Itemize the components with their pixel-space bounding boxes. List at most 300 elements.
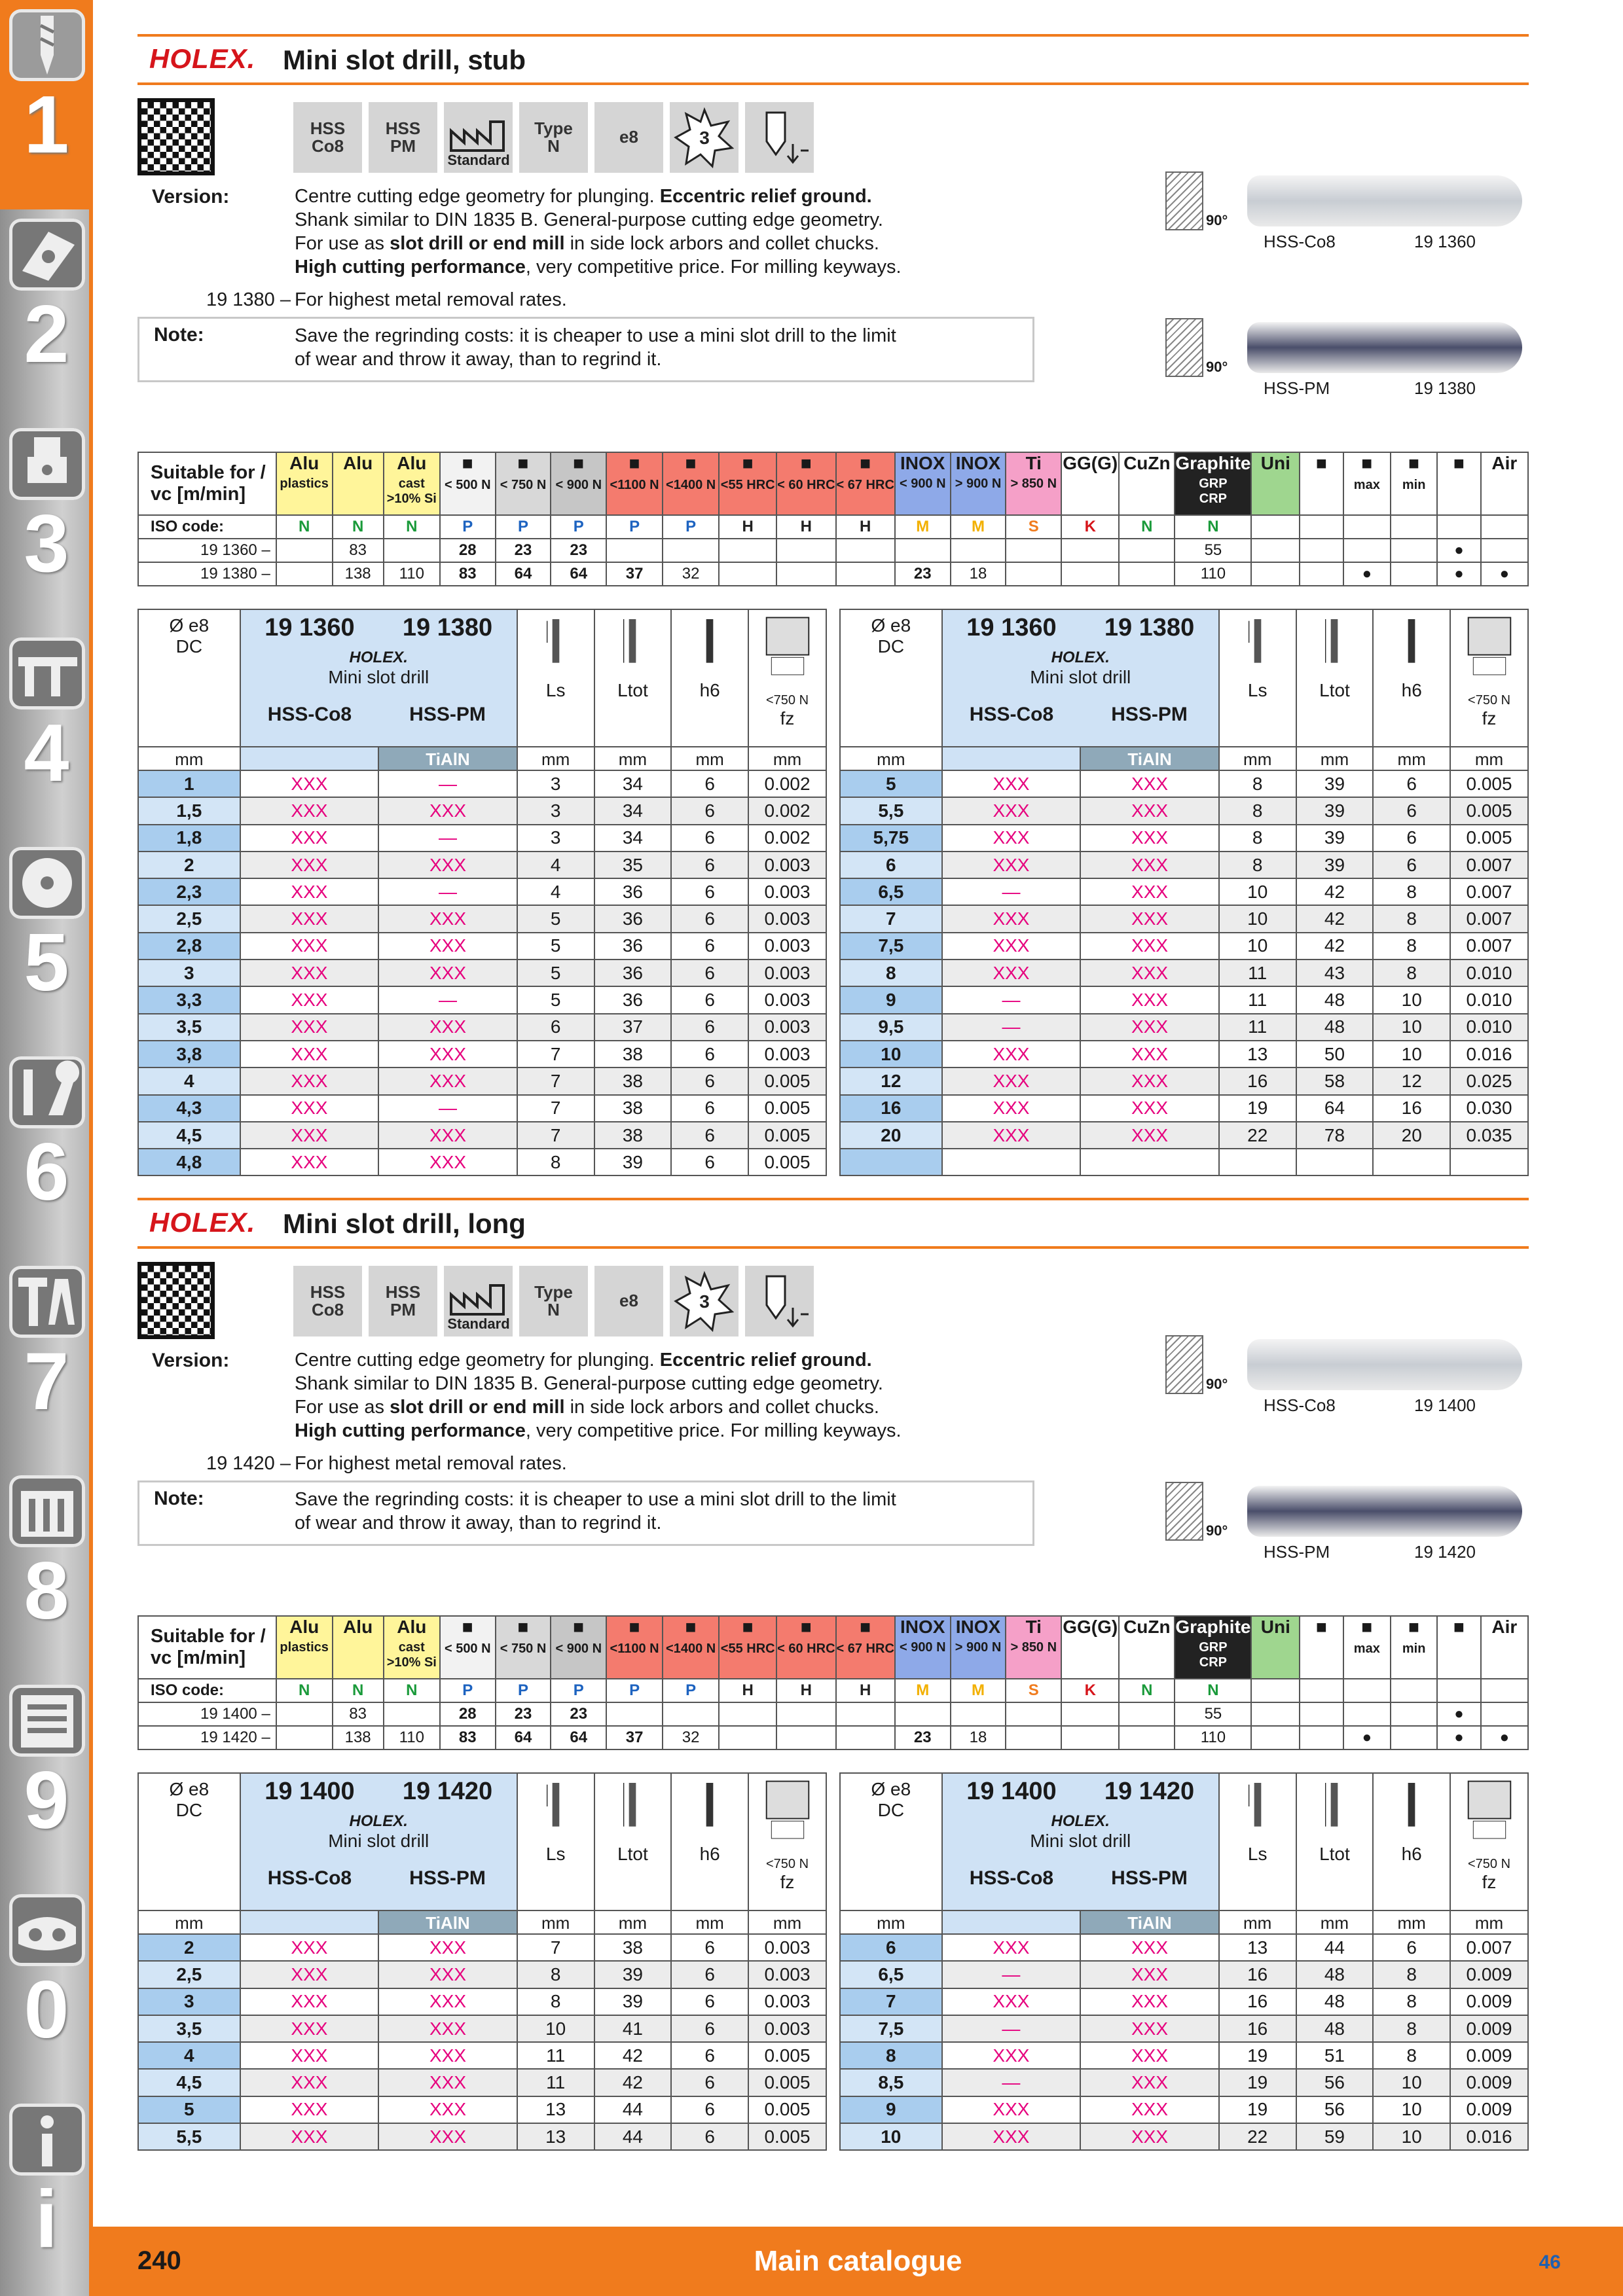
value-cell: 10 [1373, 2096, 1450, 2123]
tool-material: HSS-PM [1264, 378, 1330, 398]
availability-cell[interactable]: XXX [378, 797, 517, 824]
diameter-cell: 5,5 [840, 797, 942, 824]
availability-cell[interactable]: XXX [240, 1122, 379, 1149]
version-line: Centre cutting edge geometry for plunging. Eccentric relief ground. [295, 186, 872, 207]
table-row [138, 797, 826, 824]
diameter-cell: 6,5 [840, 1961, 942, 1988]
value-cell: 6 [671, 2123, 748, 2150]
availability-cell[interactable]: XXX [1080, 986, 1219, 1013]
chapter-tab-i[interactable] [0, 2094, 93, 2296]
availability-cell[interactable]: XXX [240, 2123, 379, 2150]
chapter-tab-2[interactable] [0, 209, 93, 419]
article-desc: Mini slot drill [1030, 667, 1131, 687]
availability-cell[interactable]: XXX [1080, 1988, 1219, 2015]
table-row [138, 2042, 826, 2069]
value-cell: 56 [1296, 2069, 1374, 2096]
availability-cell[interactable]: XXX [1080, 1067, 1219, 1094]
value-cell: 6 [671, 1149, 748, 1175]
availability-cell: — [378, 986, 517, 1013]
table-row [840, 825, 1528, 852]
plunge-badge [745, 1266, 814, 1336]
page-index: 46 [1539, 2251, 1561, 2273]
vc-value [1061, 539, 1119, 562]
iso-code [1343, 515, 1391, 539]
value-cell [1450, 1149, 1528, 1175]
chapter-tab-5[interactable] [0, 838, 93, 1047]
material-col-2: Alu cast >10% Si [384, 452, 440, 515]
feed-icon [1465, 1774, 1514, 1852]
availability-cell[interactable]: XXX [240, 1067, 379, 1094]
extra-code: 19 1420 – [206, 1453, 291, 1474]
availability-cell[interactable]: XXX [240, 1149, 379, 1175]
angle-icon [1165, 171, 1203, 230]
value-cell: 8 [1373, 905, 1450, 932]
availability-cell[interactable]: XXX [1080, 825, 1219, 852]
unit-label: mm [138, 747, 240, 770]
shank-tolerance-header: h6 [671, 609, 748, 747]
material-col-12: INOX > 900 N [951, 1616, 1006, 1679]
table-row [138, 852, 826, 878]
table-row [138, 905, 826, 932]
material-col-6: ■ <1100 N [606, 452, 663, 515]
availability-cell[interactable]: XXX [240, 960, 379, 986]
availability-cell[interactable]: XXX [378, 1149, 517, 1175]
table-row [138, 2069, 826, 2096]
availability-cell[interactable]: XXX [1080, 1934, 1219, 1961]
unit-label: mm [840, 747, 942, 770]
qr-code[interactable] [137, 98, 215, 175]
value-cell: 0.003 [748, 1934, 826, 1961]
hss-pm-badge: HSS PM [369, 102, 437, 173]
value-cell: 6 [671, 933, 748, 960]
availability-cell[interactable]: XXX [1080, 960, 1219, 986]
availability-cell[interactable]: XXX [942, 852, 1081, 878]
iso-code: P [551, 1679, 606, 1702]
availability-cell: — [378, 825, 517, 852]
availability-cell[interactable]: XXX [378, 2069, 517, 2096]
availability-cell: — [942, 1961, 1081, 1988]
iso-code: N [1175, 515, 1251, 539]
availability-cell[interactable]: XXX [378, 1988, 517, 2015]
value-cell: 39 [1296, 797, 1374, 824]
value-cell: 0.003 [748, 2015, 826, 2042]
availability-cell[interactable]: XXX [942, 1934, 1081, 1961]
availability-cell[interactable]: XXX [378, 1961, 517, 1988]
value-cell: 39 [594, 1988, 672, 2015]
article-desc: Mini slot drill [328, 1831, 429, 1851]
availability-cell[interactable]: XXX [240, 878, 379, 905]
tool-code: 19 1400 [1414, 1395, 1476, 1415]
chapter-tab-9[interactable] [0, 1676, 93, 1885]
value-cell: 0.009 [1450, 2096, 1528, 2123]
availability-cell[interactable]: XXX [378, 1014, 517, 1041]
availability-cell[interactable]: XXX [942, 770, 1081, 797]
value-cell: 0.003 [748, 878, 826, 905]
note-label: Note: [154, 324, 204, 346]
value-cell: 6 [671, 905, 748, 932]
value-cell: 10 [1219, 878, 1296, 905]
iso-code: N [1119, 1679, 1175, 1702]
availability-cell[interactable]: XXX [378, 1067, 517, 1094]
availability-cell[interactable]: XXX [240, 2042, 379, 2069]
availability-cell[interactable]: XXX [240, 1961, 379, 1988]
iso-code: N [384, 1679, 440, 1702]
availability-cell[interactable]: XXX [1080, 797, 1219, 824]
material-col-10: ■ < 67 HRC [836, 452, 895, 515]
availability-cell[interactable]: XXX [240, 2015, 379, 2042]
availability-cell[interactable]: XXX [942, 933, 1081, 960]
article-code: 19 1380 – [138, 562, 276, 586]
note-box [137, 1480, 1034, 1546]
vc-value [776, 562, 835, 586]
availability-cell[interactable]: XXX [240, 933, 379, 960]
value-cell: 0.016 [1450, 1041, 1528, 1067]
vc-value [1391, 539, 1437, 562]
value-cell: 0.003 [748, 1988, 826, 2015]
coating-label: TiAlN [1080, 1910, 1219, 1934]
iso-code [1437, 1679, 1480, 1702]
table-row [138, 1067, 826, 1094]
availability-cell[interactable]: XXX [1080, 852, 1219, 878]
vc-value [1006, 539, 1061, 562]
table-row [840, 2069, 1528, 2096]
value-cell: 0.009 [1450, 1988, 1528, 2015]
value-cell: 34 [594, 797, 672, 824]
availability-cell[interactable]: XXX [378, 2096, 517, 2123]
iso-code: M [895, 515, 951, 539]
availability-cell[interactable]: XXX [942, 1067, 1081, 1094]
value-cell: 11 [1219, 1014, 1296, 1041]
value-cell: 13 [517, 2096, 594, 2123]
value-cell: 48 [1296, 986, 1374, 1013]
availability-cell[interactable]: XXX [240, 2069, 379, 2096]
value-cell: 19 [1219, 2096, 1296, 2123]
angle-icon [1165, 1482, 1203, 1541]
vc-value: ● [1481, 562, 1528, 586]
value-cell: 6 [671, 2042, 748, 2069]
value-cell: 0.007 [1450, 1934, 1528, 1961]
safety-goggles-icon [9, 1894, 85, 1966]
value-cell: 6 [671, 960, 748, 986]
chapter-tab-0[interactable] [0, 1885, 93, 2094]
availability-cell[interactable]: XXX [1080, 1041, 1219, 1067]
diameter-cell: 7 [840, 1988, 942, 2015]
vc-value [719, 539, 776, 562]
availability-cell[interactable]: XXX [942, 1041, 1081, 1067]
iso-code [1391, 515, 1437, 539]
table-row [138, 825, 826, 852]
end-mill-icon [1247, 1486, 1522, 1537]
vc-value: 28 [440, 1702, 496, 1726]
brand-logo: HOLEX. [149, 1207, 256, 1238]
availability-cell[interactable]: XXX [1080, 1122, 1219, 1149]
availability-cell[interactable]: XXX [378, 852, 517, 878]
value-cell: 3 [517, 797, 594, 824]
table-row [138, 1122, 826, 1149]
value-cell: 11 [517, 2069, 594, 2096]
qr-code[interactable] [137, 1262, 215, 1339]
end-mill-icon [1247, 322, 1522, 373]
vc-value [836, 539, 895, 562]
chapter-tab-1[interactable] [0, 0, 93, 209]
material-col-0: Alu plastics [276, 452, 333, 515]
chapter-tab-7[interactable] [0, 1257, 93, 1466]
availability-cell[interactable]: XXX [942, 905, 1081, 932]
standard-badge [444, 102, 513, 173]
availability-cell[interactable]: XXX [240, 905, 379, 932]
availability-cell[interactable]: XXX [1080, 770, 1219, 797]
iso-code [1391, 1679, 1437, 1702]
value-cell: 38 [594, 1095, 672, 1122]
table-row [138, 2096, 826, 2123]
availability-cell[interactable]: XXX [1080, 1095, 1219, 1122]
value-cell: 37 [594, 1014, 672, 1041]
vc-value: ● [1481, 1726, 1528, 1749]
availability-cell[interactable]: XXX [240, 825, 379, 852]
availability-cell[interactable]: XXX [942, 960, 1081, 986]
availability-cell[interactable]: XXX [378, 1122, 517, 1149]
diameter-header: Ø e8 DC [138, 609, 240, 747]
iso-code: N [333, 515, 384, 539]
chapter-number: 5 [24, 918, 69, 1008]
table-row [840, 2123, 1528, 2150]
iso-code: N [384, 515, 440, 539]
value-cell: 0.005 [1450, 770, 1528, 797]
vc-value [1343, 539, 1391, 562]
feed-header: <750 N fz [748, 609, 826, 747]
iso-code: M [951, 515, 1006, 539]
availability-cell[interactable]: XXX [240, 986, 379, 1013]
vc-value [1343, 1702, 1391, 1726]
tool-image-2: 90° HSS-PM 19 1380 [1159, 318, 1525, 397]
value-cell: 8 [517, 1149, 594, 1175]
value-cell: 42 [1296, 933, 1374, 960]
vc-value: 55 [1175, 1702, 1251, 1726]
availability-cell[interactable]: XXX [1080, 2069, 1219, 2096]
availability-cell[interactable]: XXX [942, 825, 1081, 852]
vc-value: 110 [384, 562, 440, 586]
vc-value: 18 [951, 562, 1006, 586]
value-cell: 0.009 [1450, 2015, 1528, 2042]
value-cell: 6 [1373, 770, 1450, 797]
svg-text:3: 3 [699, 1291, 710, 1312]
availability-cell[interactable]: XXX [1080, 2015, 1219, 2042]
value-cell: 50 [1296, 1041, 1374, 1067]
availability-cell[interactable]: XXX [240, 1041, 379, 1067]
flutes-badge [670, 102, 739, 173]
extra-code: 19 1380 – [206, 289, 291, 310]
availability-cell[interactable]: XXX [240, 2096, 379, 2123]
article-code: 19 1400 – [138, 1702, 276, 1726]
material-col-9: ■ < 60 HRC [776, 1616, 835, 1679]
iso-code: N [333, 1679, 384, 1702]
vc-value: ● [1437, 539, 1480, 562]
vc-value [1006, 1726, 1061, 1749]
vc-value: 23 [496, 1702, 551, 1726]
availability-cell[interactable]: XXX [1080, 933, 1219, 960]
iso-code: N [1119, 515, 1175, 539]
hss-pm-badge: HSS PM [369, 1266, 437, 1336]
availability-cell[interactable]: XXX [240, 1934, 379, 1961]
availability-cell[interactable]: XXX [1080, 878, 1219, 905]
availability-cell[interactable]: XXX [942, 797, 1081, 824]
diameter-cell: 6 [840, 1934, 942, 1961]
dimension-table-left: Ø e8 DC 19 1360 19 1380 HOLEX. Mini slot drill HSS-Co8 HSS-PM Ls Ltot h6 <750 N fz mm TiAlN mm mm mm mm 1 XXX — 3 34 6 0.002 1,5 XXX XXX 3 34 6 0.002 1,8 XXX — 3 34 6 0.002 2 XXX XXX 4 35 6 0.003 2,3 XXX — 4 36 6 0.003 2,5 XXX XXX 5 36 6 0.003 2,8 XXX XXX 5 36 6 0.003 3 XXX XXX 5 36 6 0.003 3,3 XXX — 5 36 6 0.003 3,5 XXX XXX 6 37 6 0.003 3,8 XXX XXX 7 38 6 0.003 4 XXX XXX 7 38 6 0.005 4,3 XXX — 7 38 6 0.005 4,5 XXX XXX 7 38 6 0.005 4,8 XXX XXX 8 39 6 0.005 [137, 609, 827, 1176]
iso-code: P [663, 1679, 719, 1702]
value-cell: 8 [1373, 933, 1450, 960]
material-col-12: INOX > 900 N [951, 452, 1006, 515]
value-cell: 0.010 [1450, 960, 1528, 986]
chapter-tab-4[interactable] [0, 628, 93, 838]
diameter-cell: 4 [138, 1067, 240, 1094]
availability-cell[interactable]: XXX [1080, 2042, 1219, 2069]
availability-cell[interactable]: XXX [240, 852, 379, 878]
vc-value [1300, 539, 1343, 562]
dimension-table-left: Ø e8 DC 19 1400 19 1420 HOLEX. Mini slot drill HSS-Co8 HSS-PM Ls Ltot h6 <750 N fz mm TiAlN mm mm mm mm 2 XXX XXX 7 38 6 0.003 2,5 XXX XXX 8 39 6 0.003 3 XXX XXX 8 39 6 0.003 3,5 XXX XXX 10 41 6 0.003 4 XXX XXX 11 42 6 0.005 4,5 XXX XXX 11 42 6 0.005 5 XXX XXX 13 44 6 0.005 5,5 XXX XXX 13 44 6 0.005 [137, 1772, 827, 2151]
table-row [840, 2015, 1528, 2042]
availability-cell[interactable]: XXX [1080, 1014, 1219, 1041]
availability-cell[interactable]: XXX [1080, 905, 1219, 932]
vc-value [776, 539, 835, 562]
chapter-tab-8[interactable] [0, 1466, 93, 1676]
availability-cell[interactable]: XXX [240, 1014, 379, 1041]
shank-length-header: Ls [517, 1773, 594, 1910]
diameter-cell: 3 [138, 1988, 240, 2015]
diameter-cell: 2,3 [138, 878, 240, 905]
availability-cell[interactable]: XXX [378, 960, 517, 986]
value-cell [1219, 1149, 1296, 1175]
iso-code: P [440, 1679, 496, 1702]
value-cell: 0.007 [1450, 933, 1528, 960]
diameter-cell: 7,5 [840, 2015, 942, 2042]
suit-title: Suitable for / vc [m/min] [138, 1616, 276, 1679]
value-cell: 34 [594, 770, 672, 797]
vc-value [1391, 1726, 1437, 1749]
grinding-disc-icon [9, 847, 85, 919]
ltot-icon [1321, 610, 1347, 675]
table-row [138, 878, 826, 905]
value-cell: 0.009 [1450, 2042, 1528, 2069]
value-cell: 22 [1219, 1122, 1296, 1149]
availability-cell[interactable]: XXX [1080, 2096, 1219, 2123]
brand-logo: HOLEX. [149, 43, 256, 74]
chapter-number: 8 [24, 1546, 69, 1636]
shank-tolerance-header: h6 [1373, 1773, 1450, 1910]
page-number-label: 240 [137, 2246, 181, 2275]
availability-cell[interactable]: XXX [378, 2123, 517, 2150]
value-cell: 0.005 [748, 2042, 826, 2069]
table-row [138, 986, 826, 1013]
suit-row [138, 1702, 1528, 1726]
value-cell: 8 [517, 1961, 594, 1988]
vc-value: 64 [551, 562, 606, 586]
availability-cell[interactable]: XXX [942, 2096, 1081, 2123]
diameter-cell: 3,8 [138, 1041, 240, 1067]
material-col-16: Graphite GRP CRP [1175, 1616, 1251, 1679]
chapter-sidebar [0, 0, 93, 2296]
vc-value: 83 [333, 1702, 384, 1726]
availability-cell[interactable]: XXX [378, 905, 517, 932]
value-cell: 0.010 [1450, 986, 1528, 1013]
value-cell: 0.002 [748, 797, 826, 824]
material-col-7: ■ <1400 N [663, 1616, 719, 1679]
availability-cell[interactable]: XXX [942, 1988, 1081, 2015]
value-cell [1373, 1149, 1450, 1175]
availability-cell[interactable]: XXX [942, 2123, 1081, 2150]
availability-cell[interactable]: XXX [378, 933, 517, 960]
availability-cell[interactable]: XXX [240, 770, 379, 797]
value-cell: 8 [1219, 797, 1296, 824]
ls-icon [543, 610, 569, 675]
vc-value [836, 1726, 895, 1749]
vc-value: 64 [496, 562, 551, 586]
availability-cell[interactable]: XXX [378, 1934, 517, 1961]
vc-value [663, 1702, 719, 1726]
material-col-18: ■ [1300, 452, 1343, 515]
vc-value [276, 539, 333, 562]
vc-value: 32 [663, 1726, 719, 1749]
availability-cell[interactable]: XXX [942, 1122, 1081, 1149]
diameter-cell: 8 [840, 2042, 942, 2069]
diameter-cell: 5,5 [138, 2123, 240, 2150]
availability-cell[interactable]: XXX [942, 2042, 1081, 2069]
value-cell: 8 [1373, 2042, 1450, 2069]
chapter-tab-3[interactable] [0, 419, 93, 628]
diameter-cell: 1,8 [138, 825, 240, 852]
iso-code [1251, 515, 1300, 539]
availability-cell[interactable]: XXX [942, 1095, 1081, 1122]
availability-cell[interactable]: XXX [240, 1988, 379, 2015]
chapter-number: 7 [24, 1336, 69, 1427]
ltot-icon [1321, 1774, 1347, 1839]
availability-cell[interactable]: XXX [1080, 2123, 1219, 2150]
caliper-icon [9, 637, 85, 709]
shank-length-header: Ls [1219, 609, 1296, 747]
material-col-17: Uni [1251, 1616, 1300, 1679]
table-row [840, 1041, 1528, 1067]
iso-code: N [1175, 1679, 1251, 1702]
material-col-1: Alu [333, 452, 384, 515]
badge-label: Standard [447, 152, 510, 168]
value-cell: 10 [517, 2015, 594, 2042]
article-header: 19 1360 19 1380 HOLEX. Mini slot drill HSS-Co8 HSS-PM [240, 609, 517, 747]
availability-cell[interactable]: XXX [378, 1041, 517, 1067]
material-col-8: ■ <55 HRC [719, 1616, 776, 1679]
value-cell: 6 [1373, 797, 1450, 824]
angle-icon [1165, 1335, 1203, 1394]
value-cell: 13 [1219, 1934, 1296, 1961]
availability-cell[interactable]: XXX [378, 2042, 517, 2069]
table-row [840, 1014, 1528, 1041]
availability-cell[interactable]: XXX [1080, 1961, 1219, 1988]
shank-icon [1398, 610, 1425, 675]
ls-icon [543, 1774, 569, 1839]
availability-cell[interactable]: XXX [240, 1095, 379, 1122]
vc-value: 23 [551, 1702, 606, 1726]
chapter-tab-6[interactable] [0, 1047, 93, 1257]
article-number: 19 1420 [402, 1778, 493, 1805]
value-cell: 6 [1373, 1934, 1450, 1961]
wrench-icon [9, 1056, 85, 1128]
type-n-badge: Type N [519, 1266, 588, 1336]
availability-cell[interactable]: XXX [240, 797, 379, 824]
material-col-22: Air [1481, 1616, 1528, 1679]
availability-cell[interactable]: XXX [378, 2015, 517, 2042]
suitability-table [137, 1615, 1529, 1750]
diameter-cell: 16 [840, 1095, 942, 1122]
value-cell: 8 [1373, 960, 1450, 986]
vc-value: 83 [440, 562, 496, 586]
